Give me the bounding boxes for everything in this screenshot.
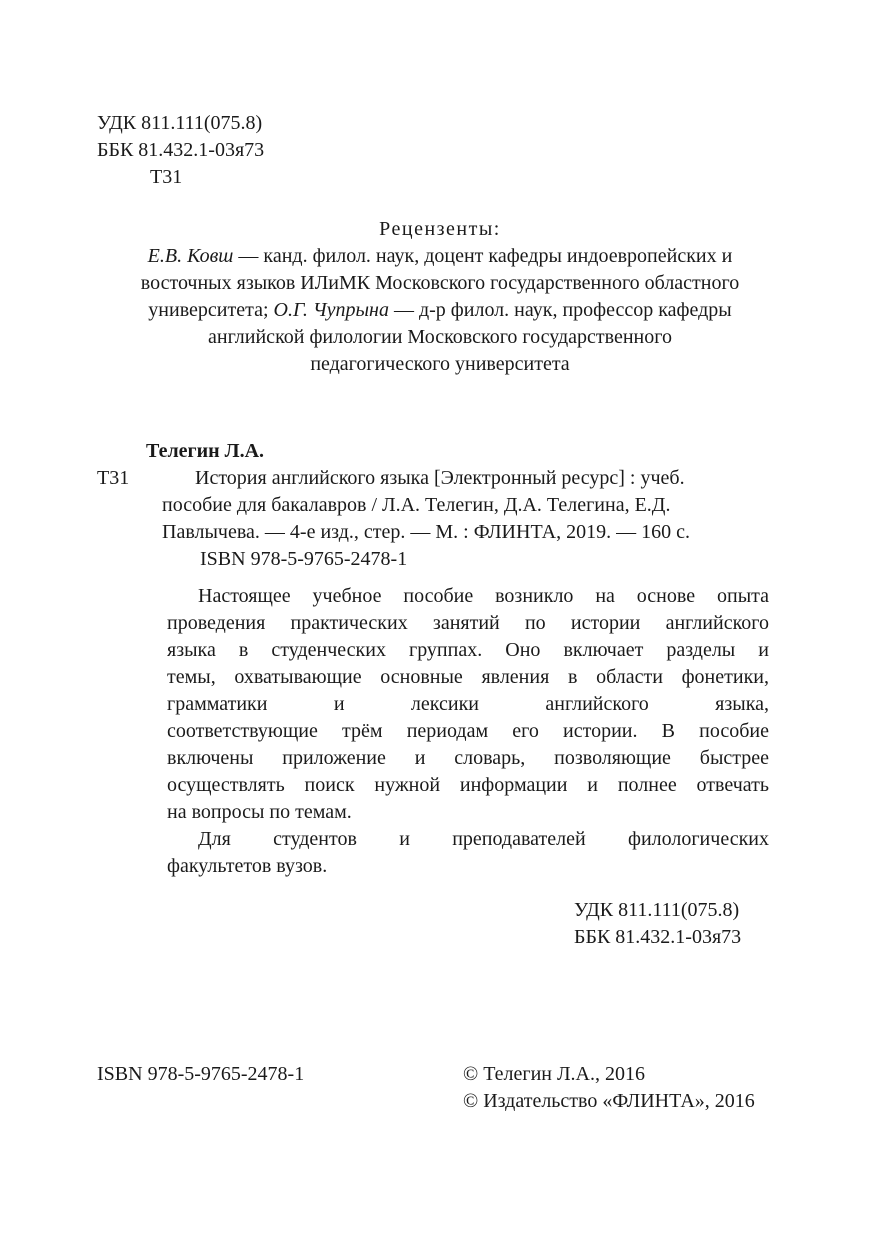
reviewers-block bbox=[90, 216, 790, 378]
reviewers-line-2: восточных языков ИЛиМК Московского государственного областного bbox=[140, 272, 740, 294]
audience-line-2: факультетов вузов. bbox=[167, 855, 328, 877]
copyright-author: © Телегин Л.А., 2016 bbox=[463, 1063, 646, 1085]
catalog-entry-line-1: История английского языка [Электронный ресурс] : учеб. bbox=[195, 467, 685, 489]
author-mark: Т31 bbox=[150, 166, 183, 188]
annotation-line: темы, охватывающие основные явления в области фонетики, bbox=[167, 666, 769, 688]
reviewers-line-3: университета; О.Г. Чупрына — д-р филол. наук, профессор кафедры bbox=[148, 299, 732, 321]
catalog-entry-line-3: Павлычева. — 4-е изд., стер. — М. : ФЛИНТА, 2019. — 160 с. bbox=[162, 521, 690, 543]
reviewer-1-name: Е.В. Ковш bbox=[147, 245, 234, 267]
reviewers-line-1: Е.В. Ковш — канд. филол. наук, доцент кафедры индоевропейских и bbox=[147, 245, 733, 267]
annotation-line: соответствующие трём периодам его истории. В пособие bbox=[167, 720, 769, 742]
annotation-line: Настоящее учебное пособие возникло на основе опыта bbox=[198, 585, 769, 607]
reviewer-2-name: О.Г. Чупрына bbox=[273, 299, 389, 321]
bbk-code: ББК 81.432.1-03я73 bbox=[97, 139, 265, 161]
bbk-code-bottom: ББК 81.432.1-03я73 bbox=[574, 926, 742, 948]
annotation-line: осуществлять поиск нужной информации и полнее отвечать bbox=[167, 774, 769, 796]
catalog-author: Телегин Л.А. bbox=[146, 440, 265, 462]
reviewers-heading: Рецензенты: bbox=[379, 218, 501, 240]
annotation bbox=[167, 583, 769, 880]
annotation-line: грамматики и лексики английского языка, bbox=[167, 693, 769, 715]
copyright-publisher: © Издательство «ФЛИНТА», 2016 bbox=[463, 1090, 755, 1112]
reviewers-line-5: педагогического университета bbox=[310, 353, 570, 375]
annotation-line: включены приложение и словарь, позволяющие быстрее bbox=[167, 747, 769, 769]
reviewers-line-4: английской филологии Московского государственного bbox=[208, 326, 672, 348]
catalog-entry-line-2: пособие для бакалавров / Л.А. Телегин, Д.А. Телегина, Е.Д. bbox=[162, 494, 671, 516]
annotation-line: проведения практических занятий по истории английского bbox=[167, 612, 769, 634]
footer-isbn: ISBN 978-5-9765-2478-1 bbox=[97, 1063, 305, 1085]
audience-line-1: Для студентов и преподавателей филологических bbox=[198, 828, 769, 850]
udc-code: УДК 811.111(075.8) bbox=[97, 112, 263, 134]
udc-code-bottom: УДК 811.111(075.8) bbox=[574, 899, 740, 921]
annotation-line: языка в студенческих группах. Оно включает разделы и bbox=[167, 639, 769, 661]
annotation-line: на вопросы по темам. bbox=[167, 801, 352, 823]
catalog-isbn: ISBN 978-5-9765-2478-1 bbox=[200, 548, 408, 570]
catalog-mark: Т31 bbox=[97, 467, 130, 489]
